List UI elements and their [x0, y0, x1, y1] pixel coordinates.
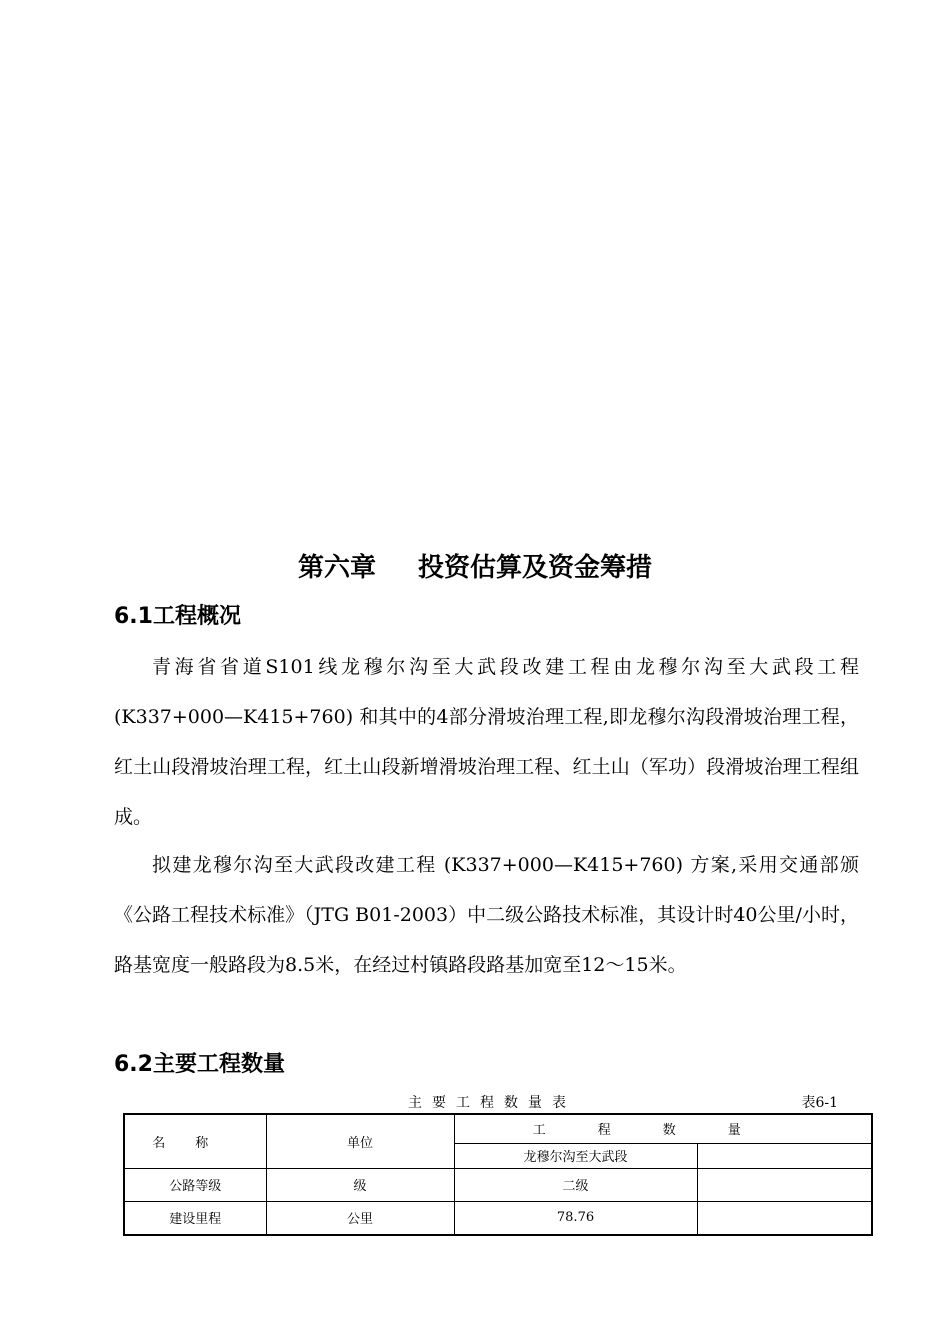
- chapter-title: [0, 548, 950, 588]
- table-caption: [124, 1092, 870, 1114]
- quantity-table: [123, 1113, 873, 1236]
- row-unit: 公里: [266, 1201, 454, 1235]
- paragraph-overview-1: 青海省省道S101线龙穆尔沟至大武段改建工程由龙穆尔沟至大武段工程(K337+000—K415+760) 和其中的4部分滑坡治理工程,即龙穆尔沟段滑坡治理工程，红土山段滑坡治理工程，红土山段新增滑坡治理工程、红土山（军功）段滑坡治理工程组成。: [114, 656, 859, 828]
- row-name: 建设里程: [124, 1201, 266, 1235]
- table-title: 主要工程数量表: [408, 1095, 576, 1111]
- chapter-number: 第六章: [297, 553, 376, 583]
- row-extra: [697, 1201, 872, 1235]
- row-value: 78.76: [454, 1201, 697, 1235]
- row-name: 公路等级: [124, 1168, 266, 1201]
- header-name: 名称: [124, 1114, 266, 1168]
- chapter-name: 投资估算及资金筹措: [418, 553, 653, 583]
- section-heading-overview: 6.1工程概况: [114, 604, 241, 629]
- header-quantity: 工程数量: [454, 1114, 872, 1143]
- table-row: [124, 1168, 872, 1201]
- row-value: 二级: [454, 1168, 697, 1201]
- header-unit: 单位: [266, 1114, 454, 1168]
- table-number: 表6-1: [801, 1095, 838, 1111]
- row-extra: [697, 1168, 872, 1201]
- table-row: [124, 1201, 872, 1235]
- header-segment: 龙穆尔沟至大武段: [454, 1143, 697, 1168]
- row-unit: 级: [266, 1168, 454, 1201]
- section-heading-quantities: 6.2主要工程数量: [114, 1052, 285, 1077]
- paragraph-overview-2: 拟建龙穆尔沟至大武段改建工程 (K337+000—K415+760) 方案,采用交通部颁《公路工程技术标准》（JTG B01-2003）中二级公路技术标准，其设计时40公里/小时，路基宽度一般路段为8.5米，在经过村镇路段路基加宽至12～15米。: [114, 854, 859, 976]
- header-extra: [697, 1143, 872, 1168]
